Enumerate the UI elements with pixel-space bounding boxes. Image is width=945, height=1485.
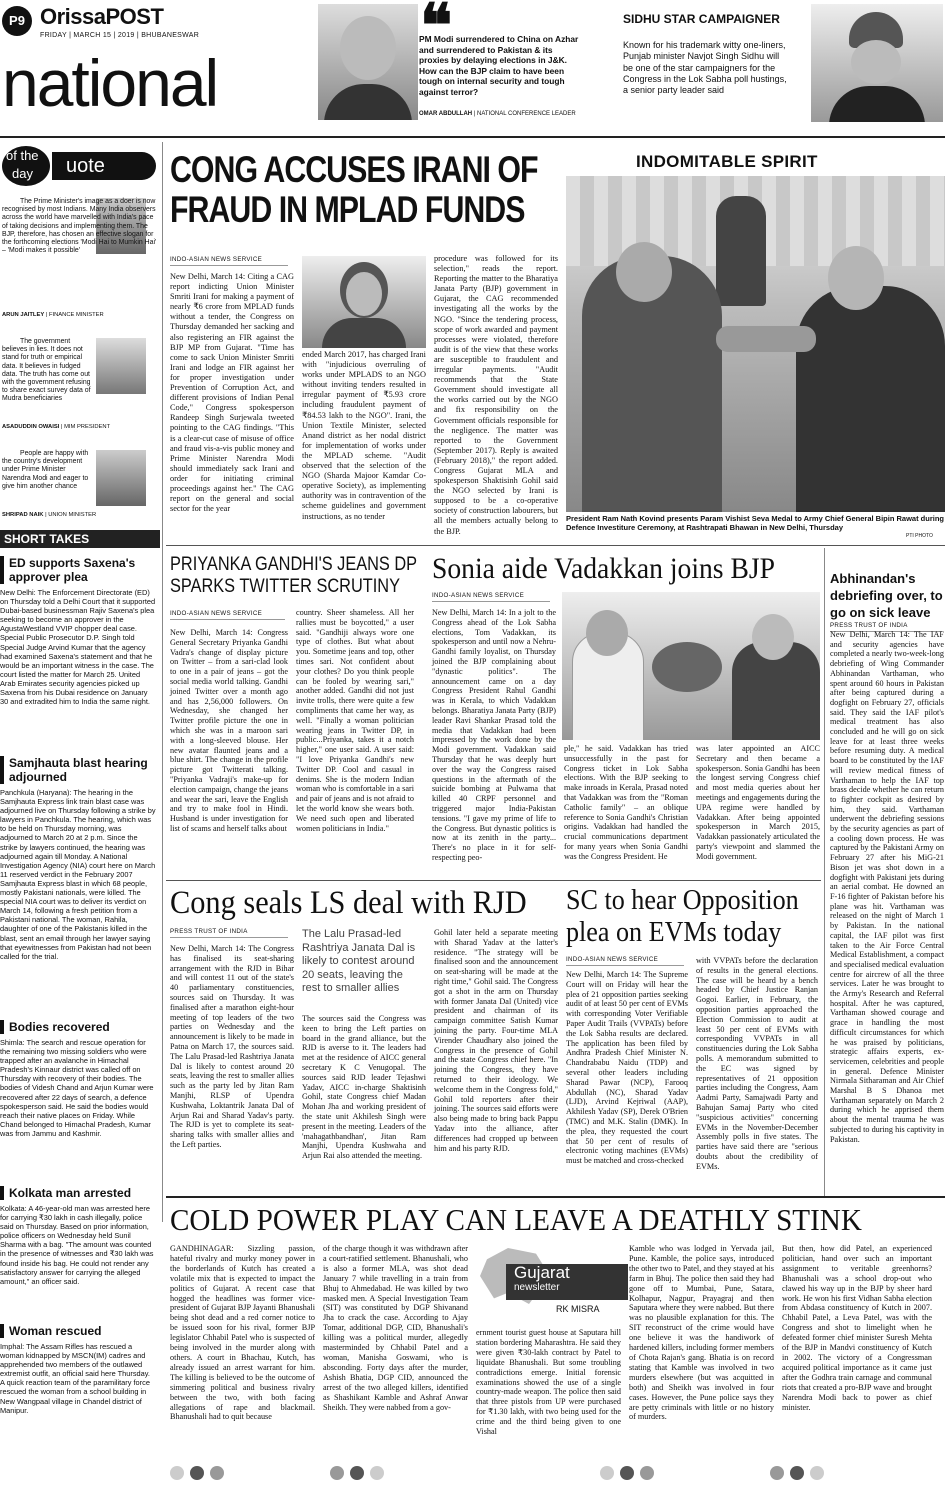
sonia-headline: Sonia aide Vadakkan joins BJP <box>432 552 775 585</box>
row-rule-2 <box>166 880 821 881</box>
section-title: national <box>2 46 218 120</box>
short-takes <box>0 530 160 1480</box>
lead-headline: CONG ACCUSES IRANI OF FRAUD IN MPLAD FUNDS <box>170 149 538 230</box>
rjd-pullquote: The Lalu Prasad-led Rashtriya Janata Dal is likely to contest around 20 seats, leaving the rest to smaller allies <box>302 928 416 995</box>
sonia-agency: INDO-ASIAN NEWS SERVICE <box>432 592 550 602</box>
gujarat-col4: Kamble who was lodged in Yervada jail, Pune. Kamble, the police says, introduced the other two to Patel, and they stayed at his farm in Bhuj. The police then said they had gone off to Mumbai, Pune, Satara, Kolhapur, Nagpur, Prayagraj and then Saputara where they were nabbed. But there was no plausible explanation for this. The SIT reconstruct of the crime would have one believe it was the handiwork of hardened killers, including former members of Chota Rajan's gang. Bhatia is on record stating that Kamble was involved in two murders elsewhere (but was acquitted in both) and Sheikh was involved in four cases. However, the Pune police says they are petty criminals with little or no history of murders. <box>629 1244 774 1422</box>
abhinandan-body: New Delhi, March 14: The IAF and security agencies have completed a nearly two-week-long debriefing of Wing Commander Abhinandan Varthaman, who spent around 60 hours in Pakistan after being captured during a dogfight on February 27, officials said. They said the IAF pilot's medical treatment has also concluded and he will go on sick leave for at least three weeks before resuming duty. A medical board to be constituted by the IAF will review medical fitness of Varthaman to help the IAF top brass decide whether he can return to fighter cockpit as desired by him, they said. Varthaman underwent the debriefing sessions by the security agencies as part of a cooling down process. He was captured by the Pakistani Army on February 27 after his MiG-21 Bison jet was shot down in a dogfight with Pakistani jets during an aerial combat. He downed an F-16 fighter of Pakistan before his plane was hit. Varthaman was released on the night of March 1 by Pakistan. In the national capital, the IAF pilot was first taken to the Air Force Central Medical Establishment, a compact and specialised medical evaluation centre for aircrew of all the three services. Later he was brought to the Army's Research and Referral hospital. After he was captured, Varthaman showed courage and grace in handling the most difficult circumstances for which he was praised by politicians, strategic affairs experts, ex-servicemen, celebrities and people in general. Defence Minister Nirmala Sitharaman and Air Chief Marshal B S Dhanoa met Varthaman separately on March 2 during which he apprised them about the mental trauma he was subjected to during his captivity in Pakistan. <box>830 630 944 1144</box>
photo-story-caption: President Ram Nath Kovind presents Param Vishist Seva Medal to Army Chief General Bipin Rawat during Defence Investiture Ceremony, at Rashtrapati Bhawan in New Delhi, Thursday <box>566 514 945 532</box>
rjd-col3: Gohil later held a separate meeting with Sharad Yadav at the latter's residence. "The strategy will be finalised soon and the announcement on seat-sharing will be made at the right time," Gohil said. The Congress got a shot in the arm on Thursday with former Janata Dal (United) vice president and chairman of its campaign committee Satish Kumar joining the party. Four-time MLA Virender Chaudhary also joined the Congress in the presence of Gohil and the state Congress chief here. "In joining the Congress, they have returned to their ideology. We welcome them in the Congress fold," Gohil told reporters after their joining. The sources said efforts were also being made to bring back Pappu Yadav into the alliance, after differences had cropped up between him and his party RJD. <box>434 928 558 1153</box>
page-number: P9 <box>2 6 32 36</box>
row-rule-3 <box>166 1196 945 1198</box>
quote-day-label3: uote <box>52 152 156 180</box>
short-takes-title: SHORT TAKES <box>0 530 160 548</box>
top-quote-attribution: OMAR ABDULLAH | NATIONAL CONFERENCE LEADER <box>419 111 576 117</box>
quote-day-label2: day <box>12 166 33 181</box>
abhinandan-agency: PRESS TRUST OF INDIA <box>830 622 942 632</box>
gujarat-col5: But then, how did Patel, an experienced politician, hand over such an important assignment to veritable greenhorns? Bhanushali was a school drop-out who clawed his way up in the BJP by sheer hard work. He won his first Vidhan Sabha election from Abdasa constituency of Kutch in 2007. Chhabil Patel, a Leva Patel, was with the Congress and shot to limelight when he defeated former chief minister Suresh Mehta of the BJP in Mandvi constituency of Kutch in 2002. The victory of a Congressman acquired political importance as it came just after the Godhra train carnage and communal riots that created a pro-BJP wave and brought Narendra Modi back to power as chief minister. <box>782 1244 932 1412</box>
left-column-rule <box>162 142 163 1222</box>
row-rule-1 <box>166 545 945 546</box>
top-quote-author: OMAR ABDULLAH <box>419 111 473 117</box>
short-take-headline: Bodies recovered <box>0 1020 156 1034</box>
priyanka-agency: INDO-ASIAN NEWS SERVICE <box>170 610 285 620</box>
sidhu-text: Known for his trademark witty one-liners, Punjab minister Navjot Singh Sidhu will be one of the star campaigners for the Congress in the Lok Sabha poll hustings, a senior party leader said <box>623 40 787 96</box>
naik-photo <box>96 450 146 506</box>
short-take-headline: Samjhauta blast hearing adjourned <box>0 756 156 784</box>
sonia-story <box>432 552 820 872</box>
evm-col1: New Delhi, March 14: The Supreme Court will on Friday will hear the plea of 21 opposition parties seeking audit of at least 50 per cent of EVMs with corresponding Voter Verifiable Paper Audit Trails (VVPATs) before the Lok Sabha results are declared. The application has been filed by Andhra Pradesh Chief Minister N. Chandrababu Naidu (TDP) and several other leaders including Sharad Pawar (NCP), Farooq Abdullah (NC), Sharad Yadav (LJD), Arvind Kejriwal (AAP), Akhilesh Yadav (SP), Derek O'Brien (TMC) and M.K. Stalin (DMK). In the plea, they requested the court that 50 per cent of results of electronic voting machines (EVMs) must be matched and cross-checked <box>566 970 688 1166</box>
registration-marks <box>0 1466 945 1483</box>
sidhu-title: SIDHU STAR CAMPAIGNER <box>623 12 780 26</box>
photo-story-title: INDOMITABLE SPIRIT <box>636 152 818 171</box>
quote-text: The government believes in lies. It does not stand for truth or empirical data. It believes in fudged data. The truth has come out with the government refusing to share exact survey data of Mudra beneficiaries <box>2 338 91 403</box>
quote-mark-icon: ❝ <box>420 0 453 59</box>
sonia-col3: was later appointed an AICC Secretary and then became a spokesperson. Sonia Gandhi has been the longest serving Congress chief and most media queries about her meetings and engagements during the UPA regime were handled by Vadakkan. After being appointed spokesperson in March 2015, Vadakkan passionately articulated the party's viewpoint and slammed the Modi government. <box>696 744 820 861</box>
lead-col2: ended March 2017, has charged Irani with "injudicious overruling of works under MPLADS to an NGO without inviting tenders resulted in irregular payment of ₹5.93 crore including fraudulent payment of ₹84.53 lakh to the NGO". Irani, the Union Textile Minister, selected Anand district as her nodal district for implementation of works under the MPLAD scheme. "Audit observed that the selection of the NGO (Sharda Majoor Kamdar Co-operative Society), as implementing authority was in contravention of the scheme guidelines and government instructions, as no tender <box>302 350 426 521</box>
short-take-body: New Delhi: The Enforcement Directorate (ED) on Thursday told a Delhi Court that it supported Dubai-based businessman Rajiv Saxena's plea seeking to become an approver in the AgustaWestland VVIP chopper deal case. Special Public Prosecutor D.P. Singh told Special Judge Arvind Kumar that the agency had examined Saxena's statement and that he would be an important witness in the case. The court listed the matter for March 25. United Arab Emirates security agencies picked up Saxena from his Dubai residence on January 30 and extradited him to India the same night. <box>0 588 156 707</box>
evm-story <box>566 884 820 1204</box>
short-take-body: Imphal: The Assam Rifles has rescued a woman kidnapped by MSCN(IM) cadres and apprehended two members of the outlawed extremist outfit, an official said here Thursday. A quick reaction team of the paramilitary force rescued the woman from a school building in New Wangpaal village in Chandel district of Manipur. <box>0 1342 150 1415</box>
short-take-body: Shimla: The search and rescue operation for the remaining two missing soldiers who were trapped after an avalanche in Himachal Pradesh's Kinnaur district was called off on Thursday with recovery of their bodies. The bodies of Videsh Chand and Arjun Kumar were recovered after 22 days of search, a defence spokesperson said. He said the bodies would reach their native places on Friday. While Chand belonged to Himachal Pradesh, Kumar was from Jammu and Kashmir. <box>0 1038 154 1138</box>
quote-author: SHRIPAD NAIK | UNION MINISTER <box>2 512 97 518</box>
short-take-headline: Woman rescued <box>0 1324 156 1338</box>
top-quote-text: PM Modi surrendered to China on Azhar and surrendered to Pakistan & its proxies by delaying elections in J&K. How can the BJP claim to have been tough on internal security and tough against terror? <box>419 34 579 97</box>
photo-story <box>566 150 945 540</box>
dateline: FRIDAY | MARCH 15 | 2019 | BHUBANESWAR <box>40 32 200 39</box>
abhinandan-story <box>830 552 945 1192</box>
sonia-col2: ple," he said. Vadakkan has tried unsuccessfully in the past for Congress ticket in Lok Sabha elections. With the BJP seeking to make inroads in Kerala, Prasad noted that Vadakkan was from the "Roman Catholic family" – an oblique reference to Sonia Gandhi's Christian origins. Vadakkan had handled the crucial communications department for many years when Sonia Gandhi was the Congress President. He <box>564 744 688 861</box>
gujarat-col3: ernment tourist guest house at Saputara hill station bordering Maharashtra. He said they were given ₹30-lakh contract by Patel to liquidate Bhanushali. But some troubling contradictions emerge. Initial forensic examinations showed the use of a single country-made weapon. The police then said that three pistols from UP were purchased for ₹1.30 lakh, with two being used for the crime and the third being given to one Vishal <box>476 1328 621 1437</box>
short-take-item <box>0 756 156 961</box>
evm-col2: with VVPATs before the declaration of results in the general elections. The case will be heard by a bench headed by Chief Justice Ranjan Gogoi. Earlier, in February, the opposition parties approached the Election Commission to audit at least 50 per cent of EVMs with corresponding VVPATs in all constituencies during the Lok Sabha polls. A memorandum submitted to the EC was signed by representatives of 21 opposition parties including the Congress, Aam Aadmi Party, Samajwadi Party and Bahujan Samaj Party who cited "suspicious activities" concerning EVMs in the November-December Assembly polls in five states. The parties have said there are "serious doubts about the credibility of EVMs. <box>696 956 818 1171</box>
priyanka-headline: PRIYANKA GANDHI'S JEANS DP SPARKS TWITTER SCRUTINY <box>170 554 417 597</box>
investiture-photo <box>566 176 945 512</box>
priyanka-col1: New Delhi, March 14: Congress General Secretary Priyanka Gandhi Vadra's change of display picture on Twitter – from a sari-clad look to one in a pair of jeans – got the social media world talking. Gandhi joined Twitter over a month ago and has 2,56,000 followers. On Wednesday, she changed her Twitter profile picture the one in which she was in a maroon sari with a long-sleeved blouse. Her new avatar flaunted jeans and a blue shirt. The change in the profile picture got Twitterati talking. "Priyanka Vadraji's make-up for election campaign, change the jeans and wear the sari, leave the English and try to make fool in Hindi. Husband is under investigation for list of scams and herself talks about <box>170 628 288 833</box>
rjd-col2: The sources said the Congress was keen to bring the Left parties on board in the grand alliance, but the RJD is averse to it. The leaders had met at the residence of AICC general secretary K C Venugopal. The sources said RJD leader Tejashwi Yadav, AICC in-charge Shaktisinh Gohil, state Congress chief Madan Mohan Jha and working president of the state unit Akhilesh Singh were present in the meeting. Leaders of the 'mahagathbandhan', Jitan Ram Manjhi, Upendra Kushwaha and Arjun Rai also attended the meeting. <box>302 1014 426 1161</box>
short-take-headline: ED supports Saxena's approver plea <box>0 556 156 584</box>
gujarat-newsletter-badge <box>476 1244 621 1324</box>
omar-photo <box>318 4 418 120</box>
short-take-item <box>0 1186 156 1286</box>
quote-author: ARUN JAITLEY | FINANCE MINISTER <box>2 312 104 318</box>
lead-story <box>170 148 560 538</box>
lead-col1: New Delhi, March 14: Citing a CAG report indicting Union Minister Smriti Irani for making a payment of nearly ₹6 crore from MPLAD funds without a tender, the Congress on Thursday demanded her sacking and also registering an FIR against the BJP MP from Gujarat. "Time has come to sack Union Minister Smriti Irani and lodge an FIR against her for proper investigation under Prevention of Corruption Act, and different provisions of Indian Penal Code," Congress spokesperson Randeep Singh Surjewala tweeted pointing to the CAG findings. "This is a clear-cut case of misuse of office and fraud vis-a-vis public money and Prime Minister Narendra Modi should immediately sack Irani and order for initiating criminal proceedings against her." The CAG report on the general and social sector for the year <box>170 272 294 514</box>
short-take-item <box>0 1324 156 1415</box>
priyanka-col2: country. Sheer shameless. All her rallies must be boycotted," a user said. "Gandhiji always wore one type of clothes. But what about you. Sometime jeans and top, other times sari. Not confident about your clothes? Do you think people can be fooled by wearing sari," another added. Gandhi did not just invite trolls, there were quite a few compliments that came her way, as well. "Finally a woman politician wearing jeans in Twitter DP, in public...Priyanka, takes it a notch higher," one user said. A user said: "I love Priyanka Gandhi's new Twitter DP. Cool and casual in denims. She is the modern Indian woman who is comfortable in a sari and pair of jeans and is not afraid to let the world know she wears both. We need such open and liberated women politicians in India." <box>296 608 414 833</box>
top-quote-role: NATIONAL CONFERENCE LEADER <box>477 111 576 117</box>
rjd-agency: PRESS TRUST OF INDIA <box>170 928 288 938</box>
newsletter-name: Gujarat <box>514 1263 570 1282</box>
paper-name: OrissaPOST <box>40 4 164 29</box>
short-take-item <box>0 1020 156 1138</box>
short-take-body: Kolkata: A 46-year-old man was arrested here for carrying ₹30 lakh in cash illegally, police said on Thursday. Based on prior information, police officers on Wednesday held Sunil Sharma with a bag. "The amount was counted in the presence of witnesses and ₹30 lakh was found inside his bag. He could not render any satisfactory answer for carrying the alleged amount," an officer said. <box>0 1204 154 1286</box>
gujarat-story <box>170 1202 945 1464</box>
quote-author: ASADUDDIN OWAISI | MIM PRESIDENT <box>2 424 111 430</box>
newsletter-sub: newsletter <box>514 1282 560 1293</box>
quote-day-label1: of the <box>6 148 39 163</box>
photo-story-credit: PTI PHOTO <box>906 533 933 539</box>
guard-figure <box>716 196 766 306</box>
evm-agency: INDO-ASIAN NEWS SERVICE <box>566 956 684 966</box>
vadakkan-photo <box>562 592 820 740</box>
short-take-headline: Kolkata man arrested <box>0 1186 156 1200</box>
short-take-item <box>0 556 156 706</box>
irani-photo <box>302 256 426 348</box>
rjd-story <box>170 884 560 1204</box>
rjd-headline: Cong seals LS deal with RJD <box>170 885 527 921</box>
gujarat-col2: of the charge though it was withdrawn after a court-ratified settlement. Bhanushali, who is also a former MLA, was shot dead January 7 while travelling in a train from Bhuj to Ahmedabad. He was killed by two masked men. A Special Investigation Team (SIT) was constituted by DGP Shivanand Jha to crack the case. According to Ajay Tomar, additional DGP, CID, Bhanushali's killing was a political murder, allegedly masterminded by Chhabil Patel and a woman, Manisha Goswami, who is absconding. Forty days after the murder, Ashish Bhatia, DGP CID, announced the arrest of the two alleged killers, identified as Shashikant Kamble and Ashraf Anwar Sheikh. They were nabbed from a gov- <box>323 1244 468 1412</box>
sonia-col1: New Delhi, March 14: In a jolt to the Congress ahead of the Lok Sabha elections, Tom Vadakkan, its spokesperson and until now a Nehru-Gandhi family loyalist, on Thursday joined the BJP complaining about "dynastic politics". The announcement came on a day Congress President Rahul Gandhi was in Kerala, to which Vadakkan belongs. Bharatiya Janata Party (BJP) leader Ravi Shankar Prasad told the media that Vadakkan had been impressed by the work done by the Modi government. Vadakkan said Thursday that he was deeply hurt over the way the Congress raised questions in the aftermath of the suicide bombing at Pulwama that killed 40 CRPF personnel and triggered major India-Pakistan tensions. "I gave my prime of life to the Congress. But dynastic politics is now at its zenith in the party... There's no place in it for self-respecting peo- <box>432 608 556 862</box>
owaisi-photo <box>96 338 146 394</box>
gujarat-headline: COLD POWER PLAY CAN LEAVE A DEATHLY STINK <box>170 1202 862 1237</box>
newsletter-title <box>506 1264 628 1300</box>
lead-agency: INDO-ASIAN NEWS SERVICE <box>170 256 288 266</box>
right-column-rule <box>824 548 825 1198</box>
priyanka-story <box>170 552 420 872</box>
masthead-rule <box>0 136 945 138</box>
short-take-body: Panchkula (Haryana): The hearing in the Samjhauta Express link train blast case was adjourned live on Thursday following a strike by lawyers in Panchkula. The hearing, which was to be held on Thursday morning, was adjourned to March 20 at 2 p.m. Since the strike by lawyers continued, the hearing was adjourned again till Monday. A National Investigation Agency (NIA) court here on March 11 reserved verdict in the February 2007 Samjhauta Express blast in which 68 people, mostly Pakistani nationals, were killed. The special NIA court was to deliver its verdict on March 14, following a fresh petition from a Pakistani national. The woman, Rahila, daughter of one of the Pakistanis killed in the blast, sent an email through her lawyer saying that eyewitnesses from Pakistan had not been called for the trial. <box>0 788 156 961</box>
quote-text: People are happy with the country's development under Prime Minister Narendra Modi and eager to give him another chance <box>2 450 89 490</box>
president-figure <box>796 286 945 512</box>
abhinandan-headline: Abhinandan's debriefing over, to go on sick leave <box>830 571 943 620</box>
gujarat-col1: GANDHINAGAR: Sizzling passion, hateful rivalry and murky money power in the borderlands of Kutch has created a volatile mix that is expected to impact the politics of Gujarat. A recent case that hogged the headlines was former vice-president of Gujarat BJP Jayanti Bhanushali being shot dead and a red corner notice to be issued soon for his rival, former BJP legislator Chhabil Patel who is suspected of being involved in the murder along with others. A court in Bhachau, Kutch, has already issued an arrest warrant for him. The killing is believed to be the outcome of simmering political and business rivalry between the two, with both facing allegations of rape and blackmail. Bhanushali had to quit because <box>170 1244 315 1422</box>
rjd-col1: New Delhi, March 14: The Congress has finalised its seat-sharing arrangement with the RJD in Bihar and will contest 11 out of the state's 40 parliamentary constituencies, sources said on Thursday. It was finalised after a marathon eight-hour meeting of top leaders of the two parties on Wednesday and the announcement is likely to be made in Patna on March 17, the sources said. The Lalu Prasad-led Rashtriya Janata Dal is likely to contest around 20 seats, leaving the rest to smaller allies such as the party led by Jitan Ram Manjhi, RLSP of Upendra Kushwaha, Loktantrik Janata Dal of Arjun Rai and Sharad Yadav's party. The RJD is yet to complete its seat-sharing talks with smaller allies and the Left parties. <box>170 944 294 1149</box>
quote-text: The Prime Minister's image as a doer is now recognised by most Indians. Many India observers across the world have marvelled with India's pace of taking decisions and implementing them. The BJP, therefore, has chosen an effective slogan for the forthcoming elections 'Modi Hai to Mumkin Hai' – 'Modi makes it possible' <box>2 198 157 255</box>
lead-col3: procedure was followed for its selection," reads the report. Reporting the matter to the Bharatiya Janata Party (BJP) government in Gujarat, the CAG recommended investigating all the works by the NGO. "Since the tendering process, scope of work awarded and payment processes were violated, therefore audit is of the view that these works are susceptible to fraudulent and irregular payments. "Audit recommends that the State Government should investigate all the works carried out by the NGO and fix responsibility on the Government officials responsible for the negligence. The matter was reported to the Government (September 2017). Reply is awaited (February 2018)," the report added. Congress Gujarat MLA and spokesperson Shaktisinh Gohil said the NGO selected by Irani is supposed to be a co-operative society of construction labourers, but all the members actually belong to the BJP. <box>434 254 558 536</box>
gujarat-author: RK MISRA <box>556 1304 600 1314</box>
sidhu-photo <box>811 4 943 122</box>
quote-of-the-day <box>0 142 160 522</box>
sidhu-box <box>615 4 943 122</box>
masthead <box>0 0 218 135</box>
evm-headline: SC to hear Opposition plea on EVMs today <box>566 884 799 948</box>
